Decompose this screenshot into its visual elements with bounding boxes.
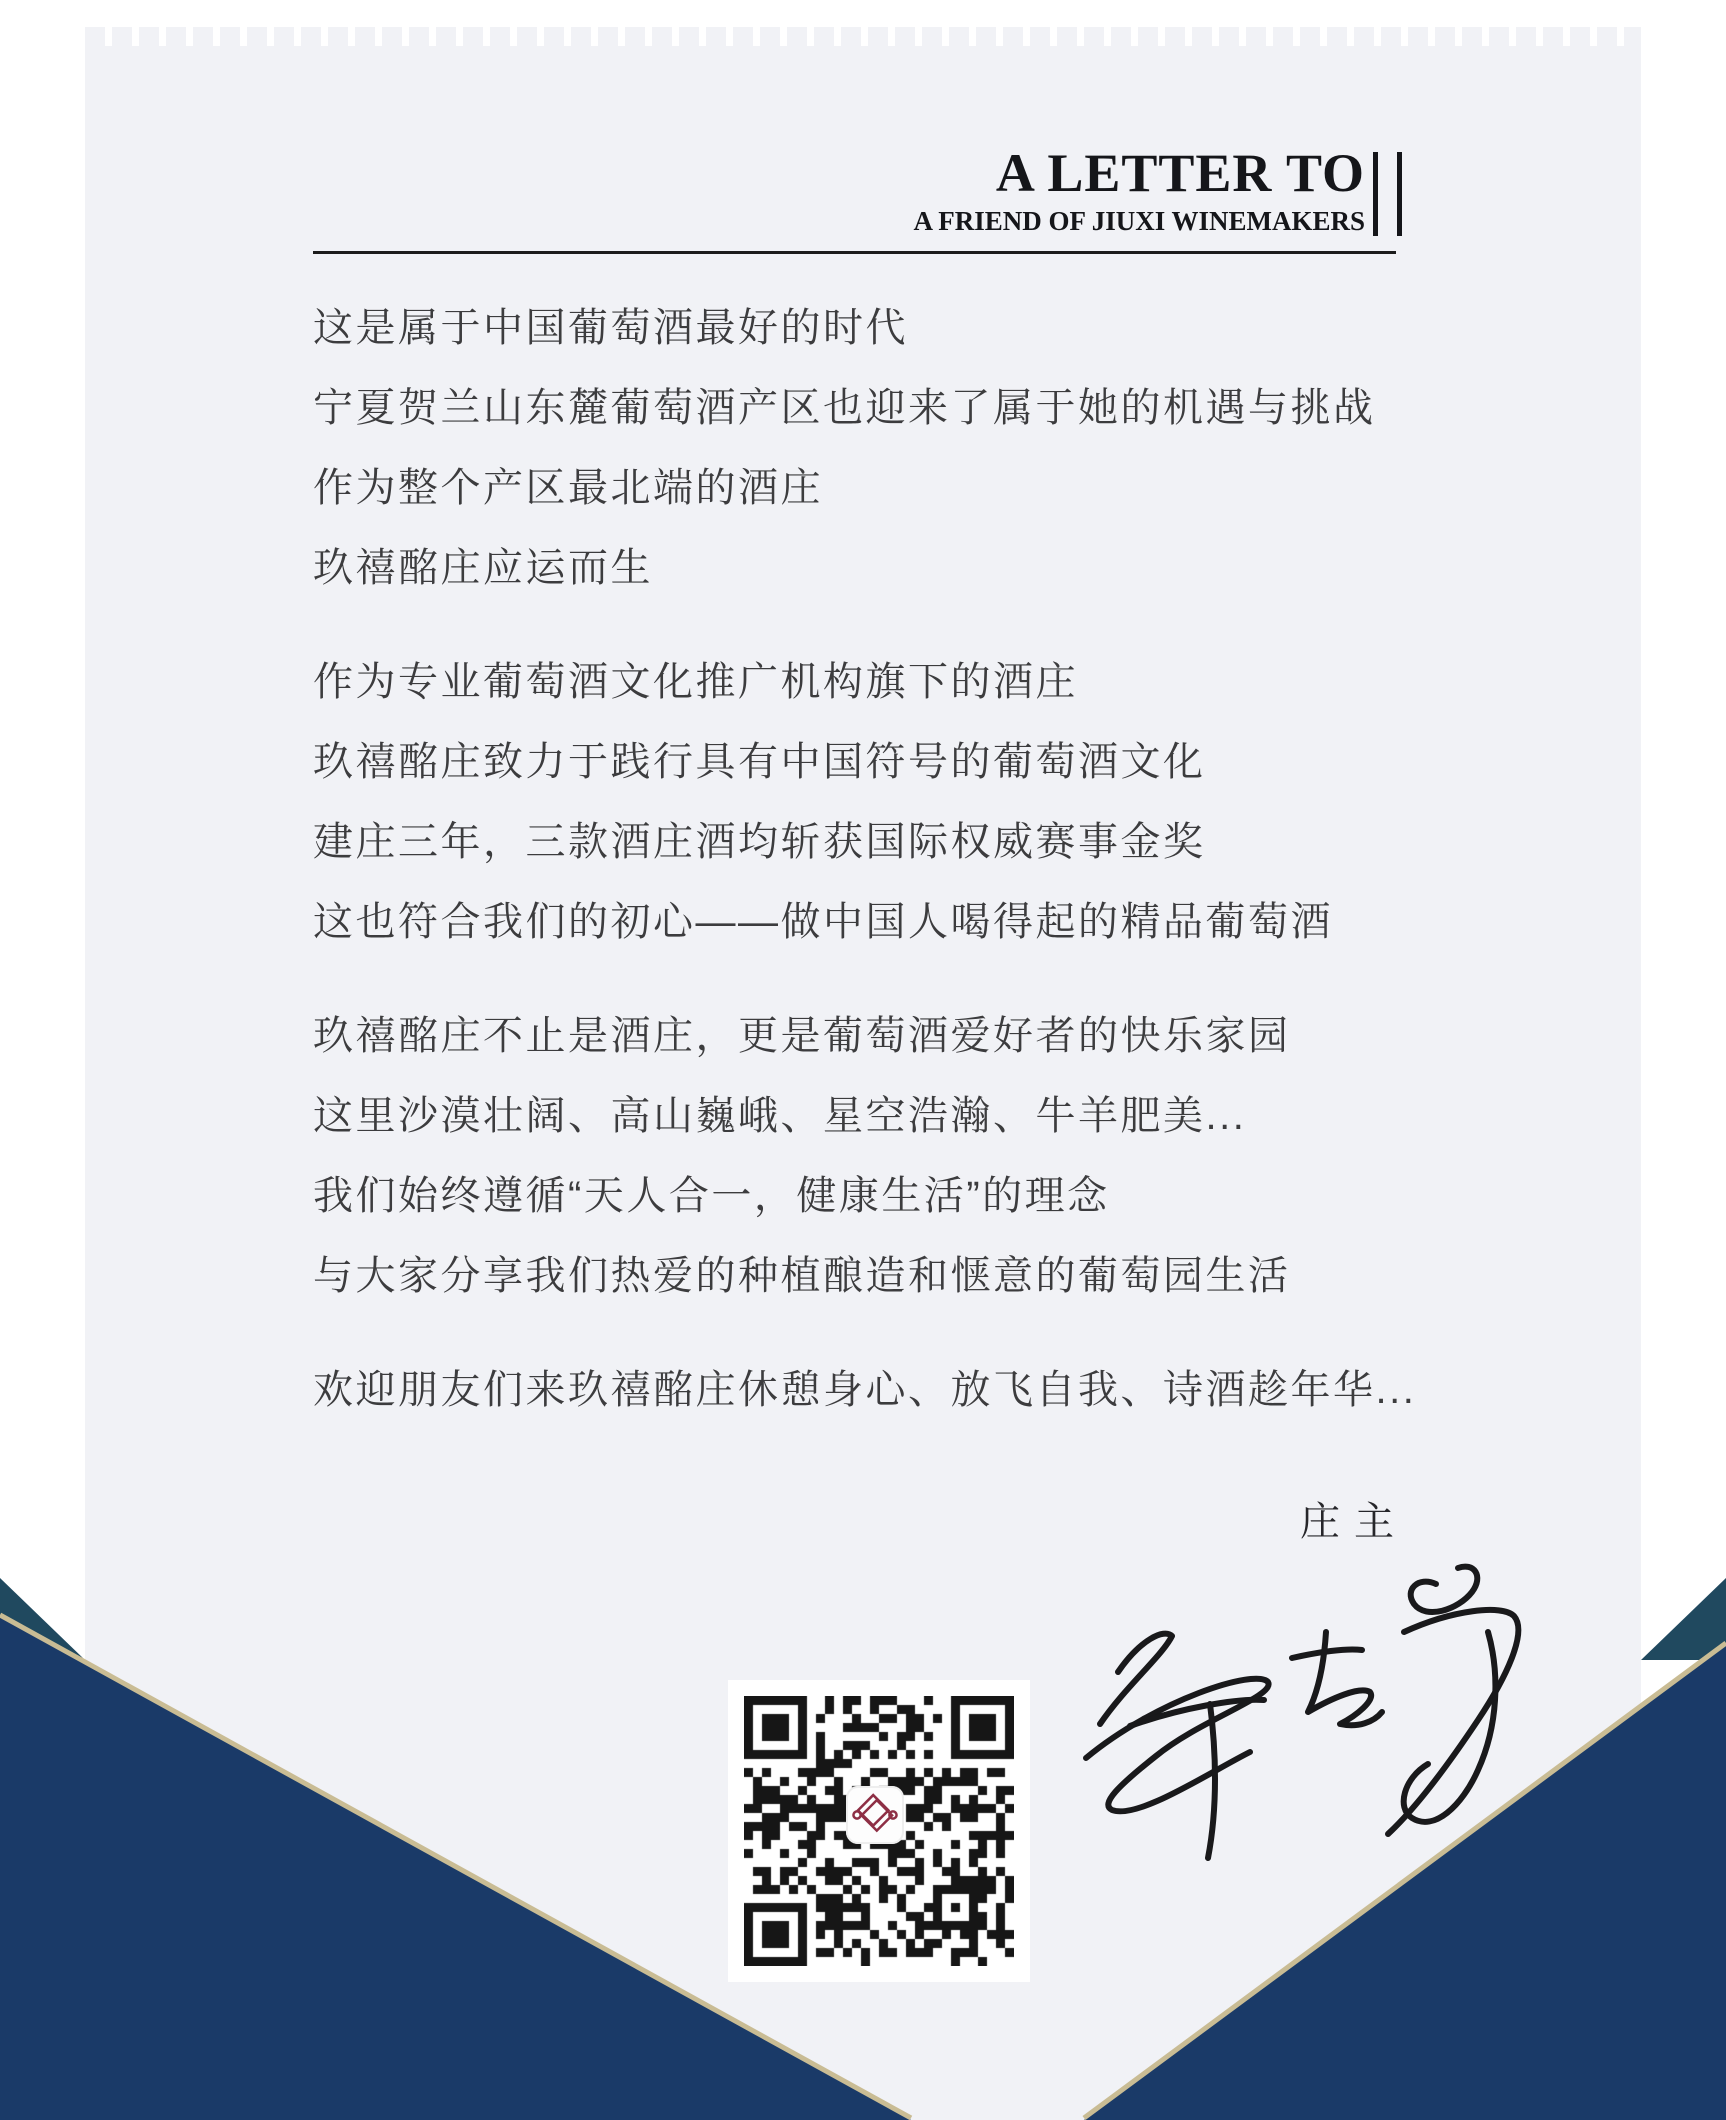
letter-line: 玖禧酩庄应运而生 bbox=[313, 546, 653, 590]
letter-body bbox=[313, 288, 1493, 1464]
letter-line: 我们始终遵循“天人合一，健康生活”的理念 bbox=[313, 1174, 1110, 1218]
envelope-liner-left bbox=[0, 1578, 85, 1660]
letter-line: 作为专业葡萄酒文化推广机构旗下的酒庄 bbox=[313, 660, 1078, 704]
header-title: A LETTER TO bbox=[995, 143, 1365, 203]
signature-name bbox=[0, 0, 1, 1]
qr-center-logo bbox=[846, 1786, 904, 1844]
envelope-liner-right bbox=[1641, 1578, 1726, 1660]
qr-tile bbox=[728, 1680, 1030, 1982]
letter-line: 这里沙漠壮阔、高山巍峨、星空浩瀚、牛羊肥美... bbox=[313, 1094, 1247, 1138]
signer-title: 庄主 bbox=[1300, 1500, 1408, 1544]
letter-line: 宁夏贺兰山东麓葡萄酒产区也迎来了属于她的机遇与挑战 bbox=[313, 386, 1376, 430]
letter-paragraph bbox=[313, 1350, 1493, 1430]
letter-line: 欢迎朋友们来玖禧酩庄休憩身心、放飞自我、诗酒趁年华... bbox=[313, 1368, 1417, 1412]
header-subtitle: A FRIEND OF JIUXI WINEMAKERS bbox=[913, 206, 1365, 236]
letter-line: 作为整个产区最北端的酒庄 bbox=[313, 466, 823, 510]
letter-line: 这也符合我们的初心——做中国人喝得起的精品葡萄酒 bbox=[313, 900, 1333, 944]
letter-line: 这是属于中国葡萄酒最好的时代 bbox=[313, 306, 908, 350]
knot-diamond-icon bbox=[852, 1792, 898, 1838]
letter-line: 玖禧酩庄致力于践行具有中国符号的葡萄酒文化 bbox=[313, 740, 1206, 784]
letter-line: 与大家分享我们热爱的种植酿造和惬意的葡萄园生活 bbox=[313, 1254, 1291, 1298]
letter-line: 建庄三年，三款酒庄酒均斩获国际权威赛事金奖 bbox=[313, 820, 1206, 864]
letter-paragraph bbox=[313, 996, 1493, 1316]
letter-paragraph bbox=[313, 288, 1493, 608]
paper-torn-edge bbox=[85, 27, 1641, 46]
letter-paragraph bbox=[313, 642, 1493, 962]
double-bar-ornament bbox=[1373, 152, 1402, 236]
letter-line: 玖禧酩庄不止是酒庄，更是葡萄酒爱好者的快乐家园 bbox=[313, 1014, 1291, 1058]
header-divider bbox=[313, 251, 1396, 254]
